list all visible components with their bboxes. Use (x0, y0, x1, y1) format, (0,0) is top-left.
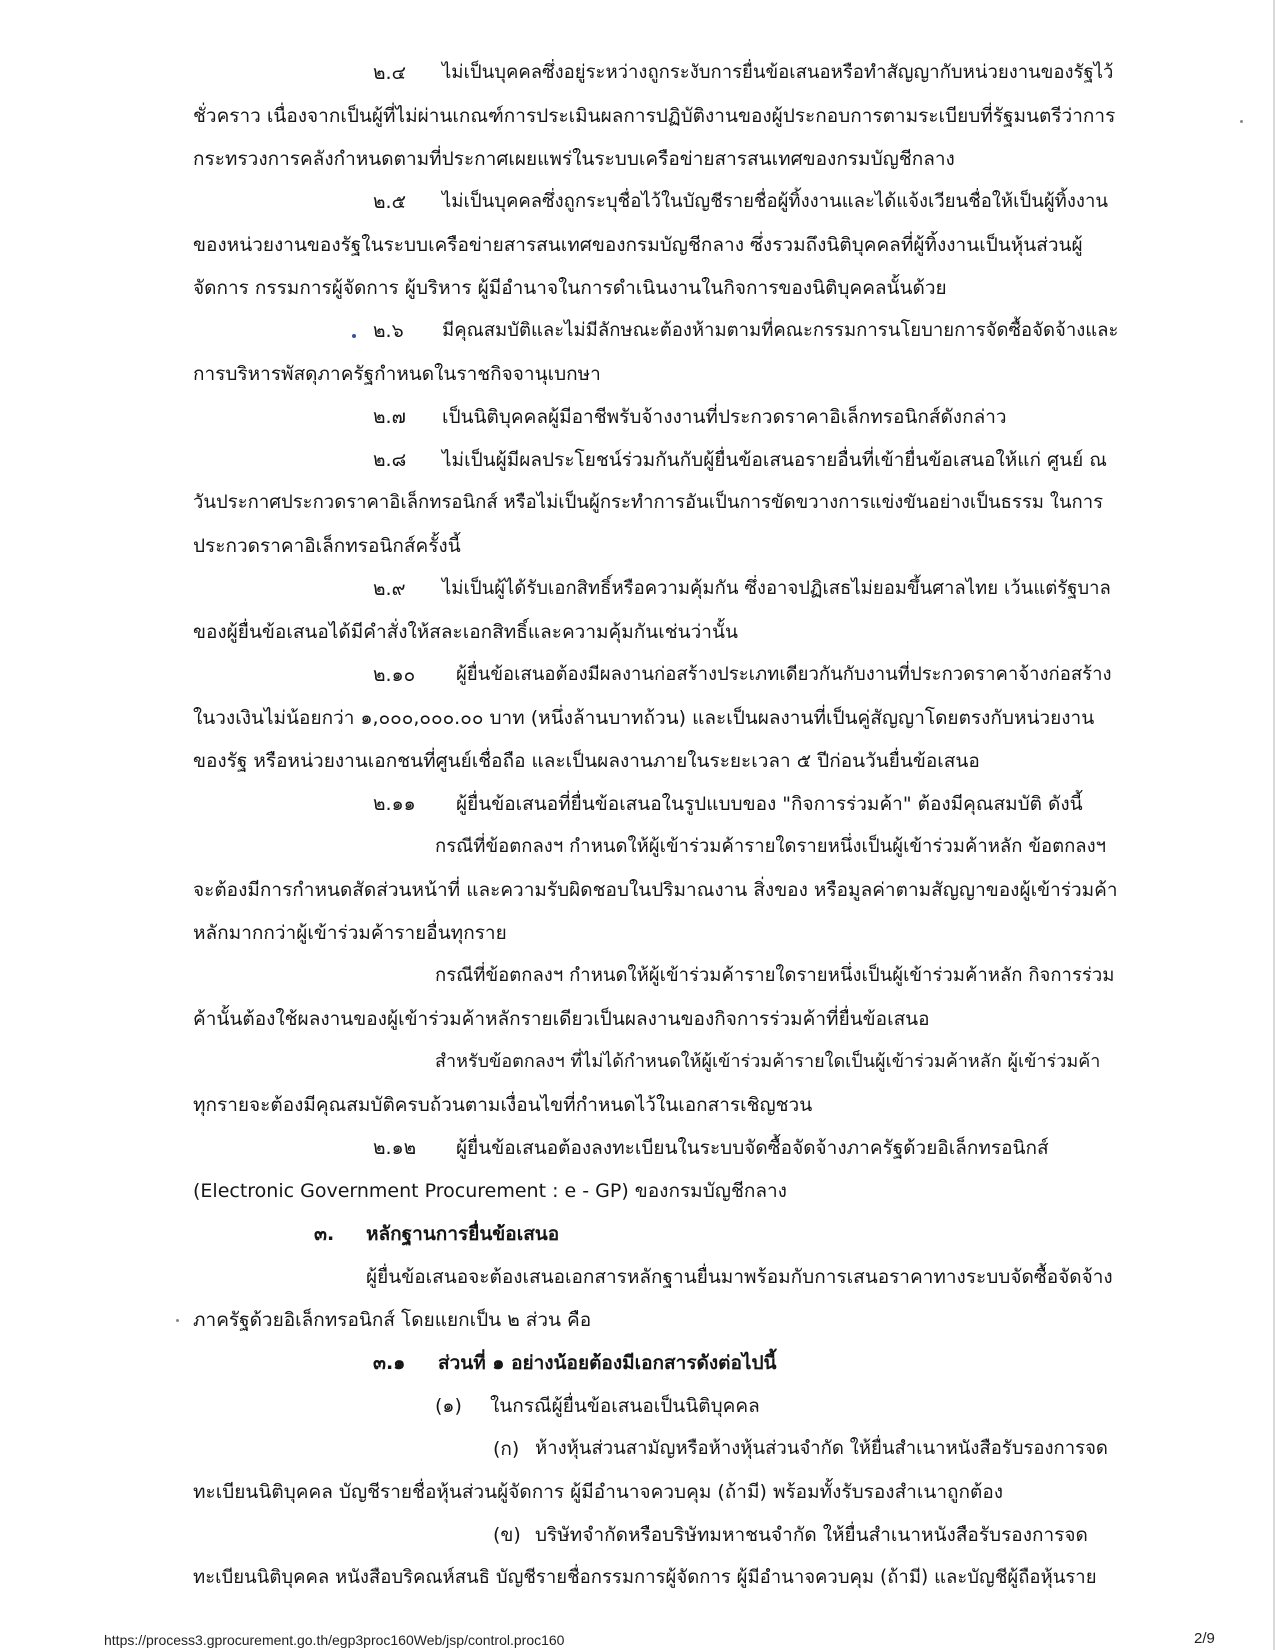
clause-2-6-line-2: การบริหารพัสดุภาครัฐกำหนดในราชกิจจานุเบกษา (193, 363, 601, 385)
item-kho-line-2: ทะเบียนนิติบุคคล หนังสือบริคณห์สนธิ บัญชีรายชื่อกรรมการผู้จัดการ ผู้มีอำนาจควบคุม (ถ้ามี) และบัญชีผู้ถือหุ้นราย (193, 1567, 1097, 1588)
clause-2-4-number: ๒.๔ (373, 62, 406, 84)
clause-2-8-line-3: ประกวดราคาอิเล็กทรอนิกส์ครั้งนี้ (193, 535, 461, 557)
section-3-title: หลักฐานการยื่นข้อเสนอ (366, 1223, 560, 1245)
clause-2-4-line-2: ชั่วคราว เนื่องจากเป็นผู้ที่ไม่ผ่านเกณฑ์การประเมินผลการปฏิบัติงานของผู้ประกอบการตามระเบียบที่รัฐมนตรีว่าการ (193, 105, 1116, 127)
clause-2-8-number: ๒.๘ (373, 449, 407, 471)
clause-2-9-number: ๒.๙ (373, 578, 406, 600)
clause-2-4-line-1: ไม่เป็นบุคคลซึ่งอยู่ระหว่างถูกระงับการยื่นข้อเสนอหรือทำสัญญากับหน่วยงานของรัฐไว้ (442, 62, 1114, 83)
ink-dot-mark (352, 334, 356, 338)
jv-paragraph-1-line-2: จะต้องมีการกำหนดสัดส่วนหน้าที่ และความรับผิดชอบในปริมาณงาน สิ่งของ หรือมูลค่าตามสัญญาของผู้เข้าร่วมค้า (193, 879, 1118, 901)
jv-paragraph-2-line-1: กรณีที่ข้อตกลงฯ กำหนดให้ผู้เข้าร่วมค้ารายใดรายหนึ่งเป็นผู้เข้าร่วมค้าหลัก กิจการร่วม (435, 965, 1115, 986)
clause-2-10-line-3: ของรัฐ หรือหน่วยงานเอกชนที่ศูนย์เชื่อถือ และเป็นผลงานภายในระยะเวลา ๕ ปีก่อนวันยื่นข้อเสนอ (193, 750, 980, 772)
section-3-line-2: ภาครัฐด้วยอิเล็กทรอนิกส์ โดยแยกเป็น ๒ ส่วน คือ (193, 1309, 592, 1331)
item-ka-number: (ก) (493, 1438, 520, 1460)
clause-2-6-line-1: มีคุณสมบัติและไม่มีลักษณะต้องห้ามตามที่คณะกรรมการนโยบายการจัดซื้อจัดจ้างและ (442, 320, 1119, 341)
item-1-text: ในกรณีผู้ยื่นข้อเสนอเป็นนิติบุคคล (490, 1395, 760, 1417)
scan-speck (176, 1319, 179, 1322)
item-kho-line-1: บริษัทจำกัดหรือบริษัทมหาชนจำกัด ให้ยื่นสำเนาหนังสือรับรองการจด (535, 1524, 1088, 1546)
jv-paragraph-1-line-1: กรณีที่ข้อตกลงฯ กำหนดให้ผู้เข้าร่วมค้ารายใดรายหนึ่งเป็นผู้เข้าร่วมค้าหลัก ข้อตกลงฯ (435, 836, 1107, 857)
scan-speck (1240, 120, 1243, 123)
section-3-1-number: ๓.๑ (373, 1352, 406, 1374)
clause-2-9-line-2: ของผู้ยื่นข้อเสนอได้มีคำสั่งให้สละเอกสิทธิ์และความคุ้มกันเช่นว่านั้น (193, 621, 738, 643)
footer-page-number: 2/9 (1194, 1630, 1215, 1647)
clause-2-4-line-3: กระทรวงการคลังกำหนดตามที่ประกาศเผยแพร่ในระบบเครือข่ายสารสนเทศของกรมบัญชีกลาง (193, 148, 955, 170)
clause-2-12-line-1: ผู้ยื่นข้อเสนอต้องลงทะเบียนในระบบจัดซื้อจัดจ้างภาครัฐด้วยอิเล็กทรอนิกส์ (456, 1137, 1049, 1159)
item-ka-line-1: ห้างหุ้นส่วนสามัญหรือห้างหุ้นส่วนจำกัด ให้ยื่นสำเนาหนังสือรับรองการจด (535, 1438, 1108, 1459)
clause-2-7-number: ๒.๗ (373, 406, 406, 428)
item-kho-number: (ข) (493, 1524, 521, 1546)
clause-2-5-line-1: ไม่เป็นบุคคลซึ่งถูกระบุชื่อไว้ในบัญชีรายชื่อผู้ทิ้งงานและได้แจ้งเวียนชื่อให้เป็นผู้ทิ้งงาน (442, 191, 1108, 212)
clause-2-9-line-1: ไม่เป็นผู้ได้รับเอกสิทธิ์หรือความคุ้มกัน ซึ่งอาจปฏิเสธไม่ยอมขึ้นศาลไทย เว้นแต่รัฐบาล (442, 578, 1111, 599)
item-1-number: (๑) (435, 1395, 462, 1417)
clause-2-12-number: ๒.๑๒ (373, 1137, 417, 1159)
jv-paragraph-3-line-2: ทุกรายจะต้องมีคุณสมบัติครบถ้วนตามเงื่อนไขที่กำหนดไว้ในเอกสารเชิญชวน (193, 1094, 813, 1116)
clause-2-6-number: ๒.๖ (373, 320, 404, 342)
section-3-1-title: ส่วนที่ ๑ อย่างน้อยต้องมีเอกสารดังต่อไปนี้ (438, 1352, 777, 1374)
clause-2-7-line-1: เป็นนิติบุคคลผู้มีอาชีพรับจ้างงานที่ประกวดราคาอิเล็กทรอนิกส์ดังกล่าว (442, 406, 1007, 428)
clause-2-8-line-1: ไม่เป็นผู้มีผลประโยชน์ร่วมกันกับผู้ยื่นข้อเสนอรายอื่นที่เข้ายื่นข้อเสนอให้แก่ ศูนย์ ณ (442, 449, 1107, 471)
clause-2-10-number: ๒.๑๐ (373, 664, 416, 686)
jv-paragraph-2-line-2: ค้านั้นต้องใช้ผลงานของผู้เข้าร่วมค้าหลักรายเดียวเป็นผลงานของกิจการร่วมค้าที่ยื่นข้อเสนอ (193, 1008, 930, 1030)
clause-2-10-line-2: ในวงเงินไม่น้อยกว่า ๑,๐๐๐,๐๐๐.๐๐ บาท (หนึ่งล้านบาทถ้วน) และเป็นผลงานที่เป็นคู่สัญญาโดยตรงกับหน่วยงาน (193, 707, 1095, 729)
item-ka-line-2: ทะเบียนนิติบุคคล บัญชีรายชื่อหุ้นส่วนผู้จัดการ ผู้มีอำนาจควบคุม (ถ้ามี) พร้อมทั้งรับรองสำเนาถูกต้อง (193, 1481, 1004, 1503)
jv-paragraph-3-line-1: สำหรับข้อตกลงฯ ที่ไม่ได้กำหนดให้ผู้เข้าร่วมค้ารายใดเป็นผู้เข้าร่วมค้าหลัก ผู้เข้าร่วมค้า (435, 1051, 1101, 1072)
clause-2-8-line-2: วันประกาศประกวดราคาอิเล็กทรอนิกส์ หรือไม่เป็นผู้กระทำการอันเป็นการขัดขวางการแข่งขันอย่างเป็นธรรม ในการ (193, 492, 1104, 513)
clause-2-5-line-2: ของหน่วยงานของรัฐในระบบเครือข่ายสารสนเทศของกรมบัญชีกลาง ซึ่งรวมถึงนิติบุคคลที่ผู้ทิ้งงานเป็นหุ้นส่วนผู้ (193, 234, 1083, 256)
clause-2-11-number: ๒.๑๑ (373, 793, 416, 815)
clause-2-11-line-1: ผู้ยื่นข้อเสนอที่ยื่นข้อเสนอในรูปแบบของ "กิจการร่วมค้า" ต้องมีคุณสมบัติ ดังนี้ (456, 793, 1083, 815)
footer-url: https://process3.gprocurement.go.th/egp3proc160Web/jsp/control.proc160 (104, 1632, 565, 1648)
clause-2-5-number: ๒.๕ (373, 191, 406, 213)
clause-2-12-line-2: (Electronic Government Procurement : e - GP) ของกรมบัญชีกลาง (193, 1180, 787, 1202)
section-3-line-1: ผู้ยื่นข้อเสนอจะต้องเสนอเอกสารหลักฐานยื่นมาพร้อมกับการเสนอราคาทางระบบจัดซื้อจัดจ้าง (366, 1266, 1113, 1288)
jv-paragraph-1-line-3: หลักมากกว่าผู้เข้าร่วมค้ารายอื่นทุกราย (193, 922, 507, 944)
section-3-number: ๓. (314, 1223, 335, 1245)
clause-2-5-line-3: จัดการ กรรมการผู้จัดการ ผู้บริหาร ผู้มีอำนาจในการดำเนินงานในกิจการของนิติบุคคลนั้นด้วย (193, 277, 947, 299)
clause-2-10-line-1: ผู้ยื่นข้อเสนอต้องมีผลงานก่อสร้างประเภทเดียวกันกับงานที่ประกวดราคาจ้างก่อสร้าง (456, 664, 1112, 685)
